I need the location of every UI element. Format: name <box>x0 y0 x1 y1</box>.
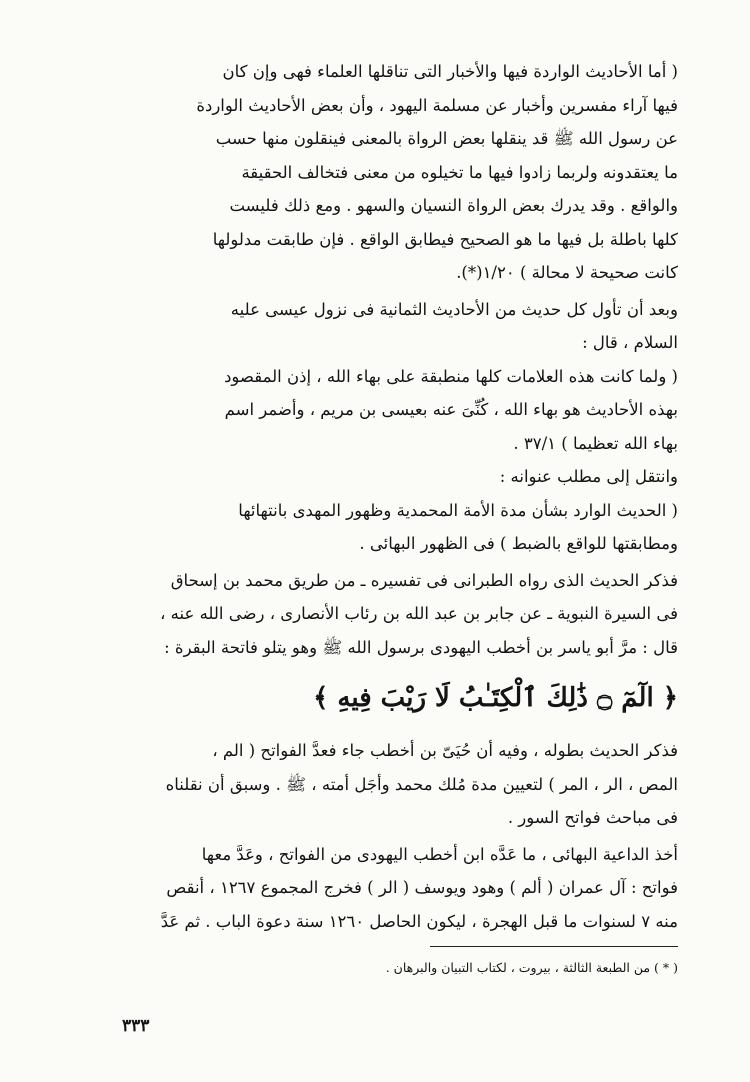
paragraph-3 <box>78 838 678 939</box>
text-line: والواقع . وقد يدرك بعض الرواة النسيان والسهو . ومع ذلك فليست <box>229 196 678 215</box>
page-number: ٣٣٣ <box>122 1016 150 1036</box>
text-line: بهذه الأحاديث هو بهاء الله ، كُنِّىَ عنه بعيسى بن مريم ، وأضمر اسم <box>224 400 678 419</box>
quote-block-1 <box>78 55 678 290</box>
main-text <box>78 55 678 938</box>
text-line: المص ، الر ، المر ) لتعيين مدة مُلك محمد وأجَل أمته ، ﷺ . وسبق أن نقلناه <box>165 774 678 794</box>
quran-verse <box>78 672 678 722</box>
quran-verse-text: ﴿ الٓمٓ ۝ ذَٰلِكَ ٱلْكِتَـٰبُ لَا رَيْبَ فِيهِ ﴾ <box>313 683 678 713</box>
text-line: ومطابقتها للواقع بالضبط ) فى الظهور البهائى . <box>359 534 678 553</box>
text-line: قال : مرَّ أبو ياسر بن أخطب اليهودى برسول الله ﷺ وهو يتلو فاتحة البقرة : <box>164 637 678 657</box>
text-line: فواتح : آل عمران ( ألم ) وهود ويوسف ( الر ) فخرج المجموع ١٢٦٧ ، أنقص <box>166 878 678 897</box>
text-line: فيها آراء مفسرين وأخبار عن مسلمة اليهود ، وأن بعض الأحاديث الواردة <box>196 95 678 115</box>
intro-paragraph-1 <box>78 293 678 360</box>
text-line: فى السيرة النبوية ـ عن جابر بن عبد الله بن رئاب الأنصارى ، رضى الله عنه ، <box>160 604 678 623</box>
text-line: منه ٧ لسنوات ما قبل الهجرة ، ليكون الحاصل ١٢٦٠ سنة دعوة الباب . ثم عَدَّ <box>160 911 678 931</box>
text-line: ( ولما كانت هذه العلامات كلها منطبقة على بهاء الله ، إذن المقصود <box>224 366 678 386</box>
intro-paragraph-2: وانتقل إلى مطلب عنوانه : <box>499 467 678 486</box>
text-line: فذكر الحديث الذى رواه الطبرانى فى تفسيره ـ من طريق محمد بن إسحاق <box>170 570 678 590</box>
text-line: فى مباحث فواتح السور . <box>507 808 678 827</box>
text-line: كانت صحيحة لا محالة ) ١/٢٠(*). <box>456 263 678 282</box>
text-line: ( الحديث الوارد بشأن مدة الأمة المحمدية وظهور المهدى بانتهائها <box>238 500 678 520</box>
paragraph-2 <box>78 734 678 835</box>
text-line: عن رسول الله ﷺ قد ينقلها بعض الرواة بالمعنى فينقلون منها حسب <box>215 129 678 148</box>
text-line: السلام ، قال : <box>582 333 678 352</box>
footnote: ( * ) من الطبعة الثالثة ، بيروت ، لكتاب التبيان والبرهان . <box>385 960 678 975</box>
text-line: وبعد أن تأول كل حديث من الأحاديث الثمانية فى نزول عيسى عليه <box>230 299 678 319</box>
text-line: فذكر الحديث بطوله ، وفيه أن حُيَىّ بن أخطب جاء فعدَّ الفواتح ( الم ، <box>212 741 678 760</box>
quote-block-3 <box>78 494 678 561</box>
paragraph-1 <box>78 564 678 665</box>
footnote-divider <box>430 946 678 947</box>
text-line: كلها باطلة بل فيها ما هو الصحيح فيطابق الواقع . فإن طابقت مدلولها <box>212 229 678 249</box>
quote-block-2 <box>78 360 678 461</box>
text-line: أخذ الداعية البهائى ، ما عَدَّه ابن أخطب اليهودى من الفواتح ، وعَدَّ معها <box>201 844 678 864</box>
text-line: ( أما الأحاديث الواردة فيها والأخبار التى تناقلها العلماء فهى وإن كان <box>222 62 678 81</box>
text-line: ما يعتقدونه ولربما زادوا فيها ما تخيلوه من معنى فتخالف الحقيقة <box>241 162 678 182</box>
text-line: بهاء الله تعظيما ) ٣٧/١ . <box>513 433 678 453</box>
